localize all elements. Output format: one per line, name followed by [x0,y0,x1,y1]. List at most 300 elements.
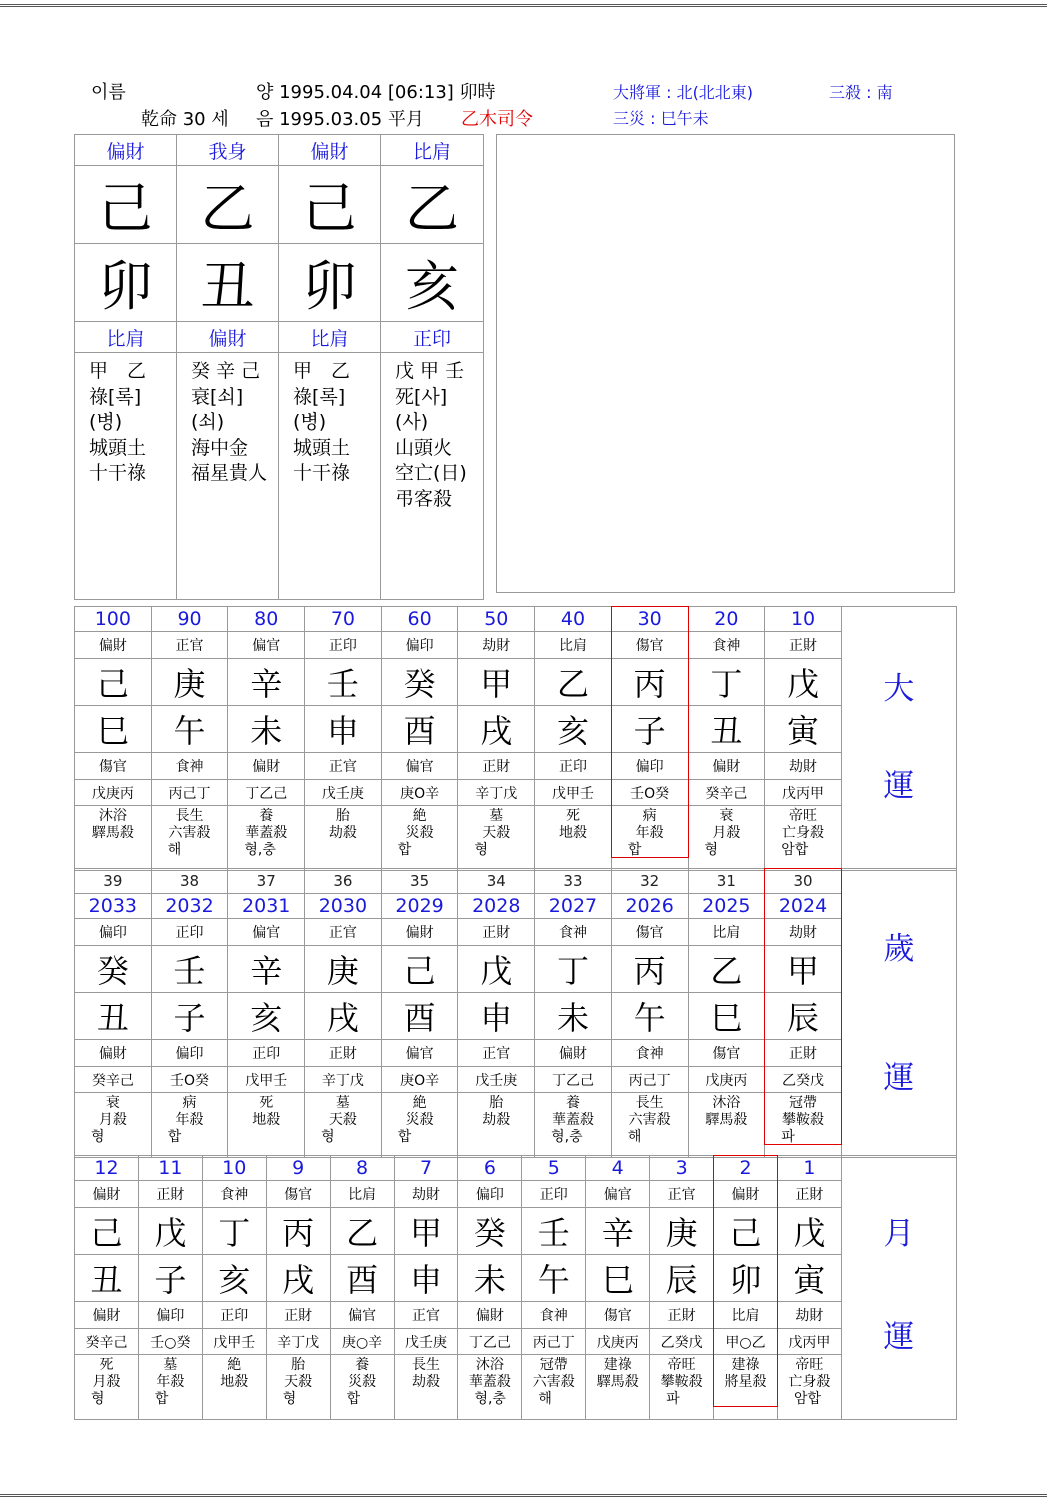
luck-stem-cell: 乙 [535,659,612,706]
luck-branch-cell: 午 [611,993,688,1040]
luck-ss_bottom-cell: 正財 [266,1302,330,1329]
luck-stage-line: 파 [666,1391,680,1407]
luck-stage-line: 攀鞍殺 [782,1112,825,1128]
luck-hidden-cell: 戊壬庚 [458,1067,535,1093]
luck-ss_bottom-cell: 偏財 [75,1302,139,1329]
pillar-info-line: 城頭土 [293,436,351,459]
luck-age-cell: 34 [458,869,535,894]
luck-stem-cell: 辛 [228,659,305,706]
luck-hidden-cell: 戊甲壬 [202,1329,266,1355]
luck-stage-line: 墓 [489,808,504,824]
luck-ss_bottom-cell: 正財 [458,753,535,780]
luck-stage-cell [381,1093,458,1158]
luck-stage-line: 驛馬殺 [596,1374,639,1390]
pillar-branch: 亥 [381,244,484,322]
luck-stem-cell: 丁 [688,659,765,706]
luck-ss_bottom-cell: 正官 [458,1040,535,1067]
name-label: 이름 [91,82,126,103]
luck-ss_top-cell: 正財 [458,919,535,946]
luck-hidden-cell: 戊庚丙 [75,780,152,806]
pillar-info [177,353,279,600]
luck-stage-line: 華蓋殺 [468,1374,511,1390]
luck-stage-line: 沐浴 [712,1095,741,1111]
luck-ss_bottom-cell: 正官 [305,753,382,780]
luck-branch-cell: 巳 [688,993,765,1040]
pillar-stem: 己 [75,166,177,244]
luck-ss_top-cell: 正印 [151,919,228,946]
bottom-border [0,1494,1047,1495]
luck-ss_top-cell: 傷官 [611,919,688,946]
luck-num-cell: 10 [202,1156,266,1181]
pillar-info-line: 甲 乙 [89,360,147,382]
pillar-bottom-tengod: 正印 [381,322,484,353]
luck-stage-line: 病 [642,808,657,824]
luck-ss_bottom-cell: 正官 [394,1302,458,1329]
luck-hidden-cell: 壬○癸 [138,1329,202,1355]
pillar-top-tengod: 偏財 [279,135,381,166]
luck-stage-line: 해 [627,1129,642,1145]
luck-num-cell: 8 [330,1156,394,1181]
luck-ss_top-cell: 食神 [688,632,765,659]
pillar-info-line: 祿[록] [89,385,142,408]
wolun-side-char: 運 [883,1319,915,1355]
luck-ss_bottom-cell: 正財 [765,1040,842,1067]
luck-ss_bottom-cell: 食神 [151,753,228,780]
pillar-info-line: 祿[록] [293,385,346,408]
luck-stem-cell: 癸 [458,1208,522,1255]
lunar-date: 음 1995.03.05 平月 [256,109,424,130]
luck-stage-line: 建祿 [731,1357,760,1373]
luck-branch-cell: 丑 [688,706,765,753]
luck-stage-line: 養 [565,1095,580,1111]
pillar-info-line: 甲 乙 [293,360,351,382]
luck-hidden-cell: 戊甲壬 [535,780,612,806]
luck-hidden-cell: 戊甲壬 [228,1067,305,1093]
luck-hidden-cell: 辛丁戊 [305,1067,382,1093]
luck-ss_top-cell: 比肩 [535,632,612,659]
luck-stage-line: 將星殺 [724,1374,767,1390]
luck-hidden-cell: 癸辛己 [688,780,765,806]
luck-branch-cell: 丑 [75,993,152,1040]
luck-stage-cell [765,1093,842,1158]
daeun-side-label [841,607,956,871]
luck-year-cell: 2026 [611,894,688,919]
luck-stage-cell [228,806,305,871]
luck-branch-cell: 未 [458,1255,522,1302]
luck-stem-cell: 己 [75,659,152,706]
luck-stage-line: 建祿 [603,1357,632,1373]
pillar-top-tengod: 偏財 [75,135,177,166]
luck-stage-cell [535,806,612,871]
luck-ss_bottom-cell: 傷官 [688,1040,765,1067]
luck-stage-cell [458,1355,522,1420]
luck-year-cell: 2025 [688,894,765,919]
luck-stage-line: 六害殺 [532,1374,575,1390]
seun-table [74,868,957,1158]
luck-ss_bottom-cell: 傷官 [75,753,152,780]
luck-stem-cell: 壬 [305,659,382,706]
wolun-table [74,1155,957,1420]
luck-stage-line: 月殺 [712,825,741,841]
luck-branch-cell: 子 [611,706,688,753]
luck-ss_top-cell: 偏官 [228,632,305,659]
luck-stage-cell [138,1355,202,1420]
pillar-top-tengod: 比肩 [381,135,484,166]
luck-stage-cell [228,1093,305,1158]
luck-branch-cell: 戌 [266,1255,330,1302]
seun-side-label [841,869,956,1158]
luck-stage-cell [688,1093,765,1158]
pillar-info-line: 海中金 [191,436,249,459]
wolun-side-char: 月 [883,1216,915,1252]
pillar-info [279,353,381,600]
luck-stage-line: 해 [167,842,182,858]
luck-ss_top-cell: 劫財 [394,1181,458,1208]
luck-stage-line: 劫殺 [328,825,357,841]
seun-side-char: 歲 [883,931,915,967]
luck-stem-cell: 丙 [611,659,688,706]
luck-branch-cell: 辰 [765,993,842,1040]
luck-stage-line: 華蓋殺 [245,825,288,841]
luck-branch-cell: 卯 [714,1255,778,1302]
luck-year-cell: 2028 [458,894,535,919]
luck-branch-cell: 亥 [202,1255,266,1302]
pillar-info-line: 弔客殺 [395,487,453,510]
luck-ss_top-cell: 比肩 [330,1181,394,1208]
luck-stage-line: 형 [474,842,488,858]
luck-hidden-cell: 戊丙甲 [765,780,842,806]
luck-stage-line: 災殺 [405,825,434,841]
luck-ss_bottom-cell: 偏財 [688,753,765,780]
luck-hidden-cell: 戊壬庚 [394,1329,458,1355]
pillar-info [75,353,177,600]
luck-year-cell: 2031 [228,894,305,919]
luck-branch-cell: 戌 [458,706,535,753]
luck-branch-cell: 申 [394,1255,458,1302]
pillar-info-line: 衰[쇠] [191,385,244,408]
luck-age-cell: 39 [75,869,152,894]
luck-stage-line: 攀鞍殺 [660,1374,703,1390]
luck-hidden-cell: 辛丁戊 [266,1329,330,1355]
luck-hidden-cell: 辛丁戊 [458,780,535,806]
luck-ss_bottom-cell: 偏財 [228,753,305,780]
luck-num-cell: 3 [650,1156,714,1181]
luck-hidden-cell: 丁乙己 [228,780,305,806]
luck-num-cell: 2 [714,1156,778,1181]
pillar-info-line: (병) [293,411,327,434]
luck-year-cell: 2024 [765,894,842,919]
luck-stage-line: 형 [321,1129,335,1145]
luck-stage-line: 天殺 [284,1374,313,1390]
luck-branch-cell: 子 [151,993,228,1040]
pillar-branch: 卯 [279,244,381,322]
luck-stage-line: 沐浴 [475,1357,504,1373]
pillar-info-line: 山頭火 [395,436,453,459]
luck-stage-line: 驛馬殺 [91,825,134,841]
luck-stage-line: 長生 [175,808,204,824]
four-pillars-table [74,134,484,600]
luck-num-cell: 20 [688,607,765,632]
luck-stage-cell [75,1093,152,1158]
luck-stage-line: 형,충 [551,1129,583,1145]
solar-date: 양 1995.04.04 [06:13] 卯時 [256,82,496,103]
pillar-info-line: 空亡(日) [395,462,467,485]
luck-num-cell: 5 [522,1156,586,1181]
luck-num-cell: 100 [75,607,152,632]
luck-ss_top-cell: 劫財 [458,632,535,659]
luck-num-cell: 6 [458,1156,522,1181]
luck-stem-cell: 乙 [688,946,765,993]
luck-stage-line: 天殺 [328,1112,357,1128]
luck-stage-cell [535,1093,612,1158]
luck-age-cell: 31 [688,869,765,894]
luck-hidden-cell: 戊壬庚 [305,780,382,806]
luck-stage-line: 病 [182,1095,197,1111]
luck-ss_bottom-cell: 劫財 [765,753,842,780]
luck-stage-cell [522,1355,586,1420]
luck-stem-cell: 庚 [650,1208,714,1255]
luck-stage-cell [688,806,765,871]
luck-stage-line: 합 [154,1391,169,1407]
luck-stem-cell: 戊 [777,1208,841,1255]
luck-year-cell: 2033 [75,894,152,919]
luck-ss_bottom-cell: 偏官 [381,1040,458,1067]
pillar-branch: 卯 [75,244,177,322]
luck-stage-cell [202,1355,266,1420]
luck-num-cell: 60 [381,607,458,632]
luck-stage-cell [305,1093,382,1158]
luck-ss_top-cell: 偏官 [586,1181,650,1208]
luck-ss_top-cell: 偏印 [381,632,458,659]
luck-branch-cell: 寅 [765,706,842,753]
luck-stage-line: 絶 [412,808,427,824]
pillar-info-line: (사) [395,411,429,434]
daeun-side-char: 運 [883,768,915,804]
luck-ss_bottom-cell: 正印 [228,1040,305,1067]
luck-stem-cell: 甲 [394,1208,458,1255]
luck-stage-line: 冠帶 [789,1095,818,1111]
luck-stage-cell [611,806,688,871]
luck-branch-cell: 未 [228,706,305,753]
luck-stem-cell: 己 [714,1208,778,1255]
luck-branch-cell: 寅 [777,1255,841,1302]
luck-branch-cell: 午 [522,1255,586,1302]
luck-ss_bottom-cell: 正財 [650,1302,714,1329]
luck-ss_top-cell: 正官 [650,1181,714,1208]
luck-stem-cell: 己 [75,1208,139,1255]
luck-year-cell: 2027 [535,894,612,919]
luck-stage-line: 長生 [411,1357,440,1373]
luck-ss_top-cell: 食神 [535,919,612,946]
luck-stage-line: 형,충 [244,842,276,858]
luck-age-cell: 30 [765,869,842,894]
luck-stem-cell: 丁 [535,946,612,993]
luck-stage-line: 형 [282,1391,297,1407]
luck-ss_bottom-cell: 偏官 [381,753,458,780]
luck-ss_top-cell: 傷官 [266,1181,330,1208]
luck-stage-line: 驛馬殺 [705,1112,748,1128]
luck-ss_top-cell: 比肩 [688,919,765,946]
pillar-info [381,353,484,600]
luck-stage-line: 합 [346,1391,361,1407]
luck-branch-cell: 未 [535,993,612,1040]
luck-stage-line: 冠帶 [539,1357,568,1373]
daeun-side-char: 大 [883,671,915,707]
luck-ss_bottom-cell: 食神 [611,1040,688,1067]
luck-hidden-cell: 壬O癸 [151,1067,228,1093]
luck-stem-cell: 甲 [765,946,842,993]
luck-branch-cell: 申 [458,993,535,1040]
luck-stem-cell: 庚 [305,946,382,993]
luck-hidden-cell: 戊丙甲 [777,1329,841,1355]
luck-ss_top-cell: 偏財 [714,1181,778,1208]
luck-stage-line: 墓 [163,1357,178,1373]
luck-age-cell: 33 [535,869,612,894]
pillar-info-line: 十干祿 [89,462,147,485]
luck-stem-cell: 辛 [586,1208,650,1255]
luck-stage-cell [305,806,382,871]
luck-age-cell: 32 [611,869,688,894]
luck-num-cell: 9 [266,1156,330,1181]
luck-stage-cell [458,806,535,871]
luck-stage-line: 死 [565,808,580,824]
luck-hidden-cell: 壬O癸 [611,780,688,806]
bottom-border-inner [0,1496,1047,1497]
luck-stage-line: 帝旺 [789,808,818,824]
luck-stage-line: 災殺 [405,1112,434,1128]
luck-branch-cell: 戌 [305,993,382,1040]
luck-stem-cell: 癸 [75,946,152,993]
luck-num-cell: 50 [458,607,535,632]
pillar-info-line: (쇠) [191,411,225,434]
luck-ss_bottom-cell: 偏財 [75,1040,152,1067]
luck-num-cell: 4 [586,1156,650,1181]
luck-stage-line: 亡身殺 [782,825,825,841]
luck-stem-cell: 乙 [330,1208,394,1255]
luck-stage-line: 年殺 [635,825,664,841]
luck-age-cell: 38 [151,869,228,894]
luck-ss_bottom-cell: 正財 [305,1040,382,1067]
luck-stage-cell [765,806,842,871]
luck-ss_top-cell: 正官 [305,919,382,946]
luck-stem-cell: 丁 [202,1208,266,1255]
luck-hidden-cell: 乙癸戊 [650,1329,714,1355]
luck-num-cell: 10 [765,607,842,632]
chart-empty-panel [496,134,955,593]
luck-age-cell: 36 [305,869,382,894]
luck-branch-cell: 酉 [381,706,458,753]
luck-stage-line: 胎 [291,1357,306,1373]
luck-stem-cell: 甲 [458,659,535,706]
luck-stage-line: 月殺 [98,1112,127,1128]
luck-stem-cell: 壬 [151,946,228,993]
luck-stage-line: 死 [99,1357,114,1373]
luck-stage-cell [75,806,152,871]
luck-stage-line: 해 [538,1391,552,1407]
luck-stem-cell: 戊 [458,946,535,993]
luck-stage-line: 沐浴 [98,808,127,824]
samjae: 三災 : 巳午未 [613,109,709,128]
luck-stem-cell: 庚 [151,659,228,706]
luck-stem-cell: 壬 [522,1208,586,1255]
luck-hidden-cell: 甲○乙 [714,1329,778,1355]
pillar-bottom-tengod: 比肩 [75,322,177,353]
luck-ss_top-cell: 偏印 [458,1181,522,1208]
luck-hidden-cell: 癸辛己 [75,1329,139,1355]
luck-hidden-cell: 庚O辛 [381,1067,458,1093]
luck-branch-cell: 申 [305,706,382,753]
luck-ss_top-cell: 劫財 [765,919,842,946]
luck-stage-cell [75,1355,139,1420]
luck-ss_top-cell: 正財 [777,1181,841,1208]
luck-num-cell: 90 [151,607,228,632]
luck-hidden-cell: 丁乙己 [458,1329,522,1355]
luck-branch-cell: 酉 [330,1255,394,1302]
luck-branch-cell: 子 [138,1255,202,1302]
luck-hidden-cell: 庚○辛 [330,1329,394,1355]
luck-stage-line: 天殺 [482,825,511,841]
luck-stage-cell [330,1355,394,1420]
luck-stem-cell: 戊 [138,1208,202,1255]
pillar-info-line: 十干祿 [293,462,351,485]
luck-num-cell: 40 [535,607,612,632]
luck-ss_top-cell: 偏財 [75,1181,139,1208]
pillar-info-line: 戊 甲 壬 [395,360,465,382]
pillar-info-line: 癸 辛 己 [191,360,261,382]
luck-num-cell: 1 [777,1156,841,1181]
samsal: 三殺 : 南 [829,83,893,102]
luck-ss_bottom-cell: 偏印 [138,1302,202,1329]
luck-stage-cell [611,1093,688,1158]
luck-branch-cell: 巳 [586,1255,650,1302]
pillar-branch: 丑 [177,244,279,322]
luck-num-cell: 80 [228,607,305,632]
luck-stage-line: 墓 [335,1095,350,1111]
luck-ss_top-cell: 正財 [138,1181,202,1208]
luck-ss_bottom-cell: 劫財 [777,1302,841,1329]
luck-stage-line: 劫殺 [482,1112,511,1128]
luck-branch-cell: 酉 [381,993,458,1040]
luck-stage-cell [458,1093,535,1158]
luck-stage-line: 衰 [105,1095,120,1111]
luck-hidden-cell: 丙己丁 [151,780,228,806]
luck-stage-line: 地殺 [252,1112,281,1128]
wolun-side-label [841,1156,956,1420]
luck-stage-line: 형,충 [474,1391,506,1407]
luck-stage-line: 암합 [793,1391,822,1407]
luck-stage-line: 합 [397,842,412,858]
luck-branch-cell: 午 [151,706,228,753]
luck-year-cell: 2032 [151,894,228,919]
pillar-info-line: 死[사] [395,385,448,408]
luck-num-cell: 7 [394,1156,458,1181]
luck-stage-line: 地殺 [220,1374,249,1390]
luck-stage-line: 年殺 [156,1374,185,1390]
luck-ss_top-cell: 正官 [151,632,228,659]
luck-stage-line: 형 [704,842,719,858]
seun-side-char: 運 [883,1060,915,1096]
luck-ss_bottom-cell: 偏財 [535,1040,612,1067]
luck-num-cell: 12 [75,1156,139,1181]
luck-stage-cell [266,1355,330,1420]
luck-hidden-cell: 庚O辛 [381,780,458,806]
luck-stem-cell: 己 [381,946,458,993]
pillar-stem: 己 [279,166,381,244]
pillar-stem: 乙 [381,166,484,244]
gender-age: 乾命 30 세 [141,109,229,130]
luck-ss_top-cell: 偏官 [228,919,305,946]
luck-stage-cell [151,806,228,871]
